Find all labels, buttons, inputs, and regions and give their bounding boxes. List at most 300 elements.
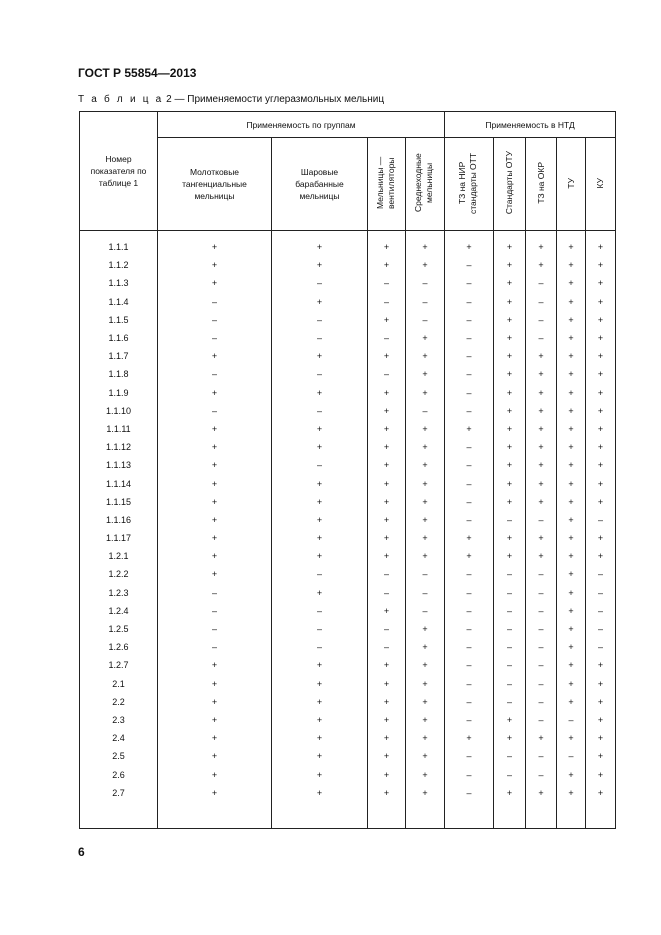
row-label: 1.1.3 [80,274,158,292]
table-cell: + [526,238,557,256]
table-caption [78,94,384,105]
table-cell: + [586,347,616,365]
table-row [80,547,616,565]
table-cell: + [368,384,406,402]
table-cell: + [526,547,557,565]
table-cell: + [368,529,406,547]
table-cell: + [557,565,586,583]
table-cell: – [406,402,445,420]
table-cell: + [272,784,368,802]
table-cell: + [368,711,406,729]
table-cell: – [526,274,557,292]
row-label: 1.1.17 [80,529,158,547]
table-cell: – [494,747,526,765]
table-cell: – [406,293,445,311]
table-cell: + [586,293,616,311]
table-cell: + [406,456,445,474]
table-cell: + [494,347,526,365]
table-cell: – [272,565,368,583]
row-label: 1.2.5 [80,620,158,638]
table-cell: + [158,747,272,765]
table-cell: – [526,584,557,602]
table-cell: + [557,675,586,693]
table-cell: – [494,765,526,783]
table-cell: – [406,584,445,602]
table-cell: + [272,547,368,565]
table-cell: + [158,511,272,529]
col-header-tu: ТУ [557,138,586,231]
table-cell: – [586,602,616,620]
table-cell: – [158,638,272,656]
table-cell: + [406,729,445,747]
table-cell: – [445,765,494,783]
table-cell: + [586,365,616,383]
table-cell: + [158,729,272,747]
table-cell: + [557,656,586,674]
col-header-fan-mills: Мельницы — вентиляторы [368,138,406,231]
table-row [80,511,616,529]
table-cell: + [586,529,616,547]
table-cell: – [445,747,494,765]
table-row [80,602,616,620]
table-row [80,384,616,402]
table-cell: + [158,784,272,802]
table-cell: + [272,384,368,402]
table-cell: – [272,311,368,329]
table-row [80,693,616,711]
table-cell: + [272,729,368,747]
row-label: 1.1.13 [80,456,158,474]
table-cell: + [586,438,616,456]
table-cell: – [445,602,494,620]
table-cell: + [158,456,272,474]
table-cell: – [368,365,406,383]
table-cell: – [445,384,494,402]
table-cell: – [526,765,557,783]
table-cell: + [445,547,494,565]
col-header-medium-speed-mills: Среднеходные мельницы [406,138,445,231]
table-cell: – [445,565,494,583]
table-row [80,620,616,638]
table-cell: + [494,529,526,547]
table-cell: + [494,784,526,802]
table-cell: – [445,274,494,292]
row-label: 1.1.2 [80,256,158,274]
table-cell: – [406,311,445,329]
table-cell: – [158,311,272,329]
table-cell: + [272,675,368,693]
table-cell: + [272,656,368,674]
col-header-tz-okr: ТЗ на ОКР [526,138,557,231]
table-cell: + [406,656,445,674]
document-code: ГОСТ Р 55854—2013 [78,66,197,80]
table-cell: + [158,765,272,783]
row-label: 1.1.16 [80,511,158,529]
table-cell: – [445,256,494,274]
table-cell: + [494,256,526,274]
table-cell: + [368,729,406,747]
row-label: 1.1.6 [80,329,158,347]
table-cell: + [557,547,586,565]
table-cell: – [272,329,368,347]
table-cell: + [445,238,494,256]
table-cell: + [158,438,272,456]
table-cell: + [158,420,272,438]
table-cell: – [368,274,406,292]
table-cell: – [406,565,445,583]
caption-prefix: Т а б л и ц а [78,94,164,105]
table-cell: + [406,547,445,565]
table-cell: – [158,365,272,383]
table-cell: + [368,747,406,765]
row-label: 2.2 [80,693,158,711]
row-label: 1.1.8 [80,365,158,383]
table-row [80,765,616,783]
table-cell: – [272,456,368,474]
table-cell: – [445,329,494,347]
table-cell: + [445,529,494,547]
table-row [80,493,616,511]
table-cell: – [445,693,494,711]
table-cell: – [368,638,406,656]
caption-title: — Применяемости углеразмольных мельниц [171,94,385,105]
row-label: 1.1.9 [80,384,158,402]
table-cell: + [586,256,616,274]
row-label: 1.1.7 [80,347,158,365]
table-cell: + [158,656,272,674]
table-cell: – [158,402,272,420]
table-cell: + [368,420,406,438]
table-cell: + [158,693,272,711]
table-cell: + [368,256,406,274]
table-cell: + [406,493,445,511]
table-cell: + [586,729,616,747]
applicability-table [79,111,616,829]
table-cell: + [557,729,586,747]
table-cell: + [406,529,445,547]
table-cell: – [368,329,406,347]
table-cell: + [406,675,445,693]
table-cell: + [586,238,616,256]
table-cell: + [557,693,586,711]
table-cell: + [526,729,557,747]
table-cell: – [526,293,557,311]
table-cell: + [494,365,526,383]
row-label: 1.2.3 [80,584,158,602]
table-cell: + [586,474,616,492]
table-row [80,675,616,693]
table-cell: – [526,675,557,693]
table-cell: + [445,729,494,747]
table-row [80,638,616,656]
row-label: 1.1.11 [80,420,158,438]
table-cell: + [406,474,445,492]
table-cell: + [557,529,586,547]
table-cell: + [526,438,557,456]
table-cell: – [158,620,272,638]
table-cell: + [526,784,557,802]
table-cell: – [368,584,406,602]
table-row [80,293,616,311]
table-row [80,474,616,492]
table-cell: + [586,384,616,402]
table-row [80,729,616,747]
table-cell: + [557,329,586,347]
table-cell: + [272,238,368,256]
table-cell: – [445,493,494,511]
table-cell: + [272,438,368,456]
table-cell: + [557,765,586,783]
table-cell: + [368,456,406,474]
row-label: 1.1.15 [80,493,158,511]
table-cell: + [557,402,586,420]
table-cell: + [272,584,368,602]
table-cell: + [406,765,445,783]
table-cell: + [557,602,586,620]
table-cell: + [557,638,586,656]
table-cell: – [158,293,272,311]
table-cell: + [586,547,616,565]
table-cell: + [557,347,586,365]
row-label: 1.1.1 [80,238,158,256]
table-row [80,256,616,274]
table-row [80,402,616,420]
table-cell: + [158,493,272,511]
table-cell: – [158,329,272,347]
table-cell: + [406,511,445,529]
table-cell: – [406,274,445,292]
table-cell: + [557,784,586,802]
table-cell: + [406,365,445,383]
table-cell: + [557,438,586,456]
table-cell: – [445,347,494,365]
table-cell: + [526,456,557,474]
table-row [80,365,616,383]
table-cell: – [526,638,557,656]
col-header-ku: КУ [586,138,616,231]
table-cell: + [368,493,406,511]
row-label: 2.4 [80,729,158,747]
table-cell: + [368,602,406,620]
table-cell: – [272,638,368,656]
table-cell: – [272,365,368,383]
table-cell: + [158,347,272,365]
table-cell: – [445,311,494,329]
table-row [80,329,616,347]
table-cell: + [158,529,272,547]
table-cell: + [272,347,368,365]
table-cell: – [586,620,616,638]
row-label: 1.1.4 [80,293,158,311]
table-cell: + [406,329,445,347]
row-label: 1.2.6 [80,638,158,656]
table-cell: – [586,565,616,583]
table-cell: – [158,602,272,620]
table-cell: + [368,474,406,492]
table-cell: + [586,311,616,329]
row-label: 2.6 [80,765,158,783]
table-cell: + [557,456,586,474]
table-cell: + [368,402,406,420]
table-cell: – [445,784,494,802]
table-cell: + [494,438,526,456]
table-cell: + [586,784,616,802]
table-cell: + [557,584,586,602]
table-row [80,311,616,329]
row-label: 1.2.7 [80,656,158,674]
table-cell: + [526,256,557,274]
col-header-ball-mills: Шаровые барабанные мельницы [272,138,368,231]
table-cell: + [526,493,557,511]
table-cell: + [272,474,368,492]
table-cell: – [526,329,557,347]
group-header-groups: Применяемость по группам [158,112,445,138]
table-cell: + [557,384,586,402]
table-row [80,238,616,256]
table-cell: + [158,256,272,274]
table-cell: + [557,274,586,292]
table-cell: – [494,638,526,656]
table-cell: + [494,384,526,402]
table-row [80,347,616,365]
table-cell: + [494,329,526,347]
table-cell: + [586,456,616,474]
row-header: Номер показателя по таблице 1 [80,112,158,231]
table-cell: + [272,693,368,711]
table-cell: + [272,529,368,547]
table-cell: + [586,675,616,693]
table-cell: + [494,711,526,729]
row-label: 1.2.1 [80,547,158,565]
group-header-ntd: Применяемость в НТД [445,112,616,138]
table-cell: + [272,293,368,311]
table-row [80,420,616,438]
table-cell: + [406,747,445,765]
table-cell: – [445,365,494,383]
table-cell: – [526,511,557,529]
table-cell: + [494,474,526,492]
table-cell: – [494,565,526,583]
table-cell: + [158,711,272,729]
table-cell: + [368,238,406,256]
table-row [80,438,616,456]
table-cell: + [272,765,368,783]
table-cell: + [494,420,526,438]
table-row [80,784,616,802]
table-cell: + [586,693,616,711]
table-cell: + [368,675,406,693]
row-label: 1.2.4 [80,602,158,620]
table-cell: – [368,565,406,583]
table-cell: + [586,711,616,729]
table-cell: + [494,274,526,292]
table-cell: + [158,474,272,492]
table-cell: – [586,584,616,602]
col-header-hammer-mills: Молотковые тангенциальные мельницы [158,138,272,231]
col-header-standards-otu: Стандарты ОТУ [494,138,526,231]
table-row [80,711,616,729]
table-cell: – [494,693,526,711]
table-cell: + [406,638,445,656]
table-cell: + [406,438,445,456]
page-number: 6 [78,845,85,859]
table-cell: + [406,693,445,711]
row-label: 2.1 [80,675,158,693]
table-cell: – [272,620,368,638]
table-cell: + [494,311,526,329]
table-cell: + [158,547,272,565]
table-cell: + [368,547,406,565]
table-cell: + [586,274,616,292]
table-cell: + [494,402,526,420]
table-cell: + [272,747,368,765]
table-cell: + [557,474,586,492]
table-cell: + [586,656,616,674]
table-cell: – [494,511,526,529]
table-cell: + [494,729,526,747]
table-cell: + [158,274,272,292]
table-cell: + [557,293,586,311]
table-row [80,747,616,765]
table-cell: + [586,420,616,438]
table-cell: – [445,656,494,674]
table-cell: + [557,311,586,329]
table-cell: + [526,365,557,383]
table-cell: – [445,456,494,474]
table-row [80,584,616,602]
table-cell: – [494,656,526,674]
table-cell: + [406,238,445,256]
table-cell: + [406,620,445,638]
row-label: 1.1.10 [80,402,158,420]
table-cell: + [406,347,445,365]
table-body [80,231,616,829]
table-cell: – [272,602,368,620]
table-cell: – [445,675,494,693]
table-row [80,565,616,583]
col-header-tz-nir: ТЗ на НИР стандарты ОТТ [445,138,494,231]
table-cell: + [406,420,445,438]
table-cell: – [526,602,557,620]
table-cell: + [272,420,368,438]
table-cell: + [526,420,557,438]
table-cell: + [158,384,272,402]
table-cell: + [368,784,406,802]
table-cell: – [445,438,494,456]
row-label: 2.3 [80,711,158,729]
table-cell: + [526,529,557,547]
table-row [80,656,616,674]
table-cell: – [526,565,557,583]
table-cell: – [272,274,368,292]
table-cell: – [368,293,406,311]
table-cell: + [586,747,616,765]
table-cell: – [406,602,445,620]
table-cell: + [494,293,526,311]
table-cell: + [406,256,445,274]
table-cell: – [494,620,526,638]
table-cell: + [368,656,406,674]
table-cell: + [586,329,616,347]
table-cell: + [494,493,526,511]
row-label: 1.1.14 [80,474,158,492]
table-cell: + [494,456,526,474]
table-cell: + [494,238,526,256]
table-cell: – [586,511,616,529]
table-cell: – [526,693,557,711]
table-cell: – [368,620,406,638]
table-cell: – [445,711,494,729]
